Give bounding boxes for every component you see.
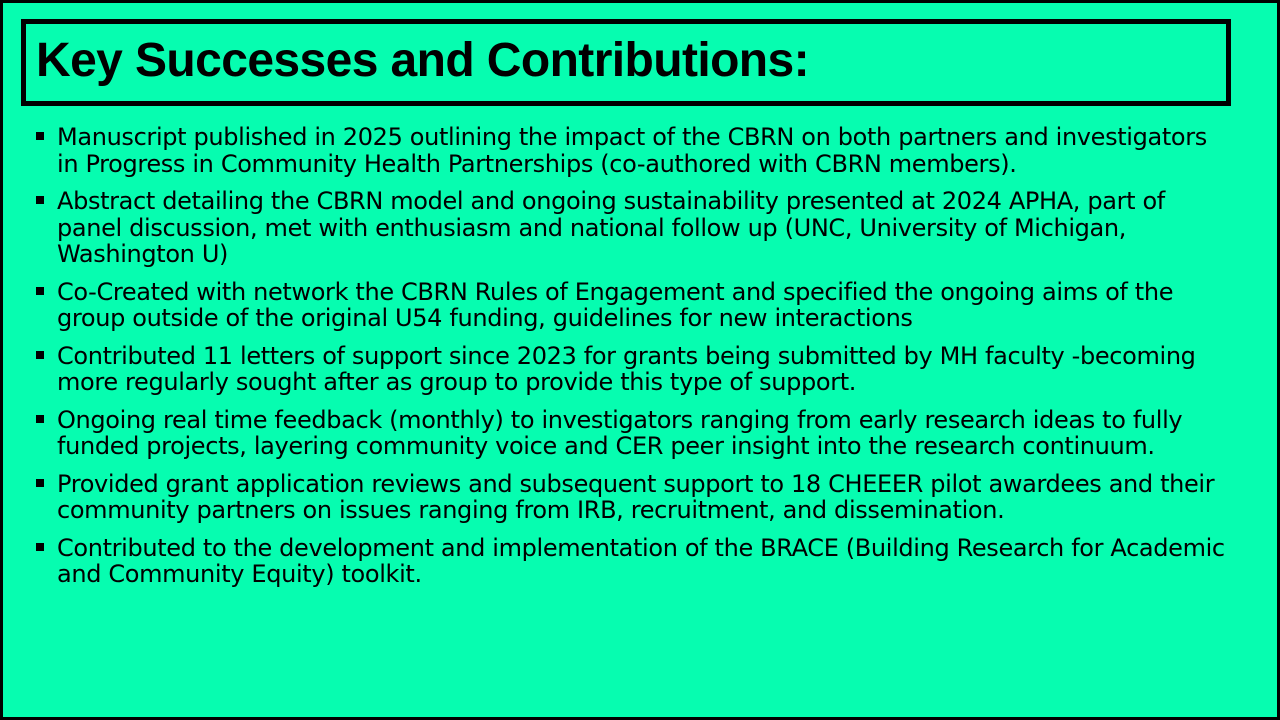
- square-bullet-icon: [36, 415, 44, 423]
- list-item: [34, 535, 1234, 588]
- list-item: [34, 279, 1234, 332]
- list-item: [34, 471, 1234, 524]
- bullet-text: Contributed 11 letters of support since 2023 for grants being submitted by MH faculty -becoming more regularly sought after as group to provide this type of support.: [57, 341, 1196, 396]
- square-bullet-icon: [36, 479, 44, 487]
- bullet-text: Provided grant application reviews and subsequent support to 18 CHEEER pilot awardees and their community partners on issues ranging from IRB, recruitment, and dissemination.: [57, 469, 1215, 524]
- list-item: [34, 124, 1234, 177]
- list-item: [34, 343, 1234, 396]
- bullet-list: [34, 124, 1234, 599]
- bullet-text: Abstract detailing the CBRN model and ongoing sustainability presented at 2024 APHA, part of panel discussion, met with enthusiasm and national follow up (UNC, University of Michigan, Washington U): [57, 187, 1165, 268]
- bullet-text: Ongoing real time feedback (monthly) to investigators ranging from early research ideas to fully funded projects, layering community voice and CER peer insight into the research continuum.: [57, 405, 1183, 460]
- bullet-text: Contributed to the development and implementation of the BRACE (Building Research for Academic and Community Equity) toolkit.: [57, 533, 1225, 588]
- bullet-text: Co-Created with network the CBRN Rules of Engagement and specified the ongoing aims of the group outside of the original U54 funding, guidelines for new interactions: [57, 277, 1174, 332]
- slide: [3, 3, 1277, 717]
- slide-title: Key Successes and Contributions:: [36, 34, 809, 87]
- title-box: [21, 19, 1231, 106]
- list-item: [34, 188, 1234, 268]
- list-item: [34, 407, 1234, 460]
- square-bullet-icon: [36, 287, 44, 295]
- square-bullet-icon: [36, 543, 44, 551]
- square-bullet-icon: [36, 132, 44, 140]
- bullet-text: Manuscript published in 2025 outlining the impact of the CBRN on both partners and investigators in Progress in Community Health Partnerships (co-authored with CBRN members).: [57, 123, 1207, 178]
- square-bullet-icon: [36, 351, 44, 359]
- square-bullet-icon: [36, 196, 44, 204]
